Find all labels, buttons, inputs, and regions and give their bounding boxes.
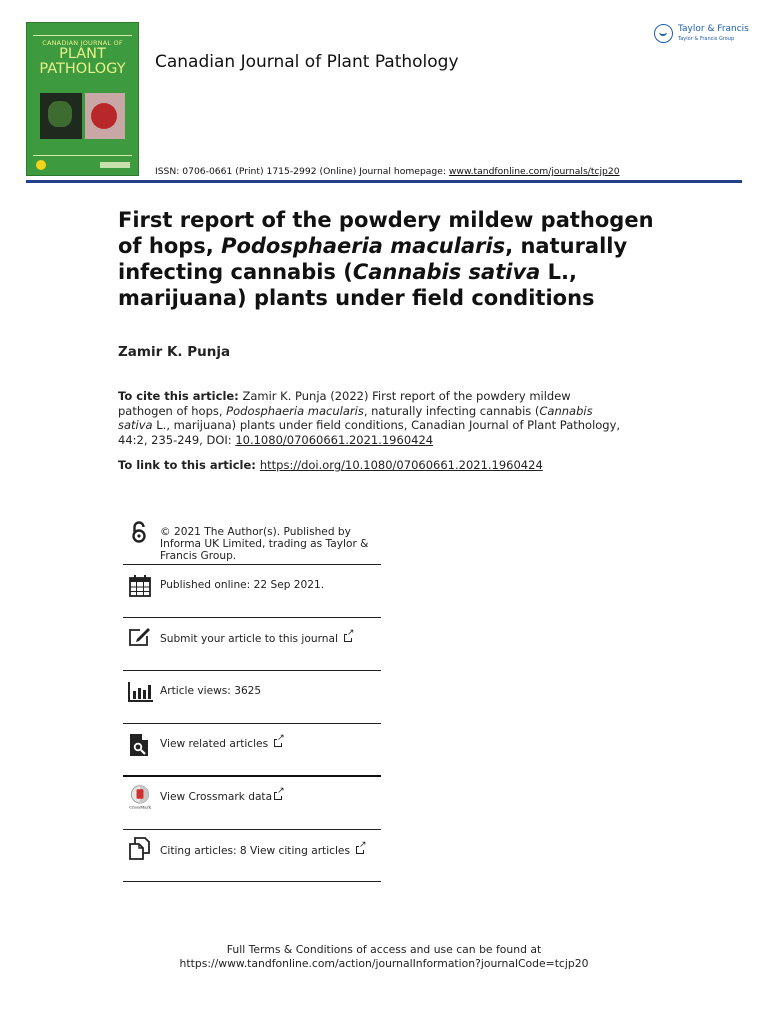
crossmark-logo-label: CrossMark: [129, 804, 151, 810]
submit-article-row[interactable]: [123, 618, 381, 671]
cover-journal-big-title: PLANT PATHOLOGY: [39, 46, 126, 77]
taylor-francis-logo[interactable]: [654, 22, 754, 48]
cover-plant-photo-left: [40, 93, 82, 139]
external-link-icon: [274, 739, 282, 747]
open-access-text: © 2021 The Author(s). Published by Informa UK Limited, trading as Taylor & Francis Group.: [160, 526, 369, 562]
view-related-articles-link[interactable]: View related articles↗: [160, 738, 282, 750]
open-access-icon: [127, 520, 153, 546]
edit-pencil-icon: [127, 624, 153, 650]
issn-line: [155, 166, 620, 177]
author-name: Zamir K. Punja: [118, 344, 231, 360]
citing-articles-icon: [127, 836, 153, 862]
external-link-icon: [356, 846, 364, 854]
cover-plant-photo-right: [85, 93, 125, 139]
terms-url[interactable]: https://www.tandfonline.com/action/journalInformation?journalCode=tcjp20: [179, 957, 589, 970]
journal-cover-image: [26, 22, 139, 176]
published-row: [123, 565, 381, 618]
submit-article-link[interactable]: Submit your article to this journal↗: [160, 633, 352, 645]
publisher-name: Taylor & Francis: [678, 24, 749, 34]
open-access-row: [123, 518, 381, 565]
article-title: First report of the powdery mildew pathogen of hops, Podosphaeria macularis, naturally infecting cannabis (Cannabis sativa L., marijuana) plants under field conditions: [118, 208, 654, 310]
journal-title: Canadian Journal of Plant Pathology: [155, 52, 459, 72]
crossmark-row[interactable]: [123, 777, 381, 830]
terms-line-1: Full Terms & Conditions of access and use can be found at: [226, 943, 542, 956]
taylor-francis-emblem-icon: [654, 24, 673, 43]
cover-publisher-logo: [100, 162, 130, 168]
citation-block: To cite this article: Zamir K. Punja (2022) First report of the powdery mildew pathogen of hops, Podosphaeria macularis, naturally infecting cannabis (Cannabis sativa L., marijuana) plants under field conditions, Canadian Journal of Plant Pathology, 44:2, 235-249, DOI: 10.1080/07060661.2021.1960424: [118, 389, 621, 447]
view-crossmark-link[interactable]: View Crossmark data↗: [160, 791, 282, 803]
terms-footer: [0, 943, 768, 971]
citing-articles-row[interactable]: [123, 830, 381, 882]
related-articles-icon: [127, 732, 153, 758]
article-doi-url[interactable]: https://doi.org/10.1080/07060661.2021.1960424: [259, 458, 543, 472]
external-link-icon: [274, 792, 282, 800]
citation-doi-link[interactable]: 10.1080/07060661.2021.1960424: [235, 432, 434, 447]
article-views-row: [123, 671, 381, 724]
related-articles-row[interactable]: [123, 724, 381, 777]
bar-chart-icon: [127, 679, 153, 705]
article-views-text: Article views: 3625: [160, 685, 262, 697]
issn-text: ISSN: 0706-0661 (Print) 1715-2992 (Online) Journal homepage:: [155, 166, 449, 177]
view-citing-articles-link[interactable]: Citing articles: 8 View citing articles↗: [160, 845, 364, 857]
cover-society-logo: [36, 160, 46, 170]
journal-homepage-link[interactable]: www.tandfonline.com/journals/tcjp20: [448, 166, 620, 177]
external-link-icon: [344, 634, 352, 642]
calendar-icon: [127, 573, 153, 599]
header-divider: [26, 180, 742, 183]
publisher-group: Taylor & Francis Group: [678, 36, 735, 42]
citation-label: To cite this article:: [118, 389, 239, 403]
article-link-line: [118, 458, 543, 472]
crossmark-icon: [127, 784, 153, 810]
published-date-text: Published online: 22 Sep 2021.: [160, 579, 325, 591]
cover-journal-small-title: CANADIAN JOURNAL OF: [42, 39, 123, 47]
article-link-label: To link to this article:: [118, 458, 260, 472]
